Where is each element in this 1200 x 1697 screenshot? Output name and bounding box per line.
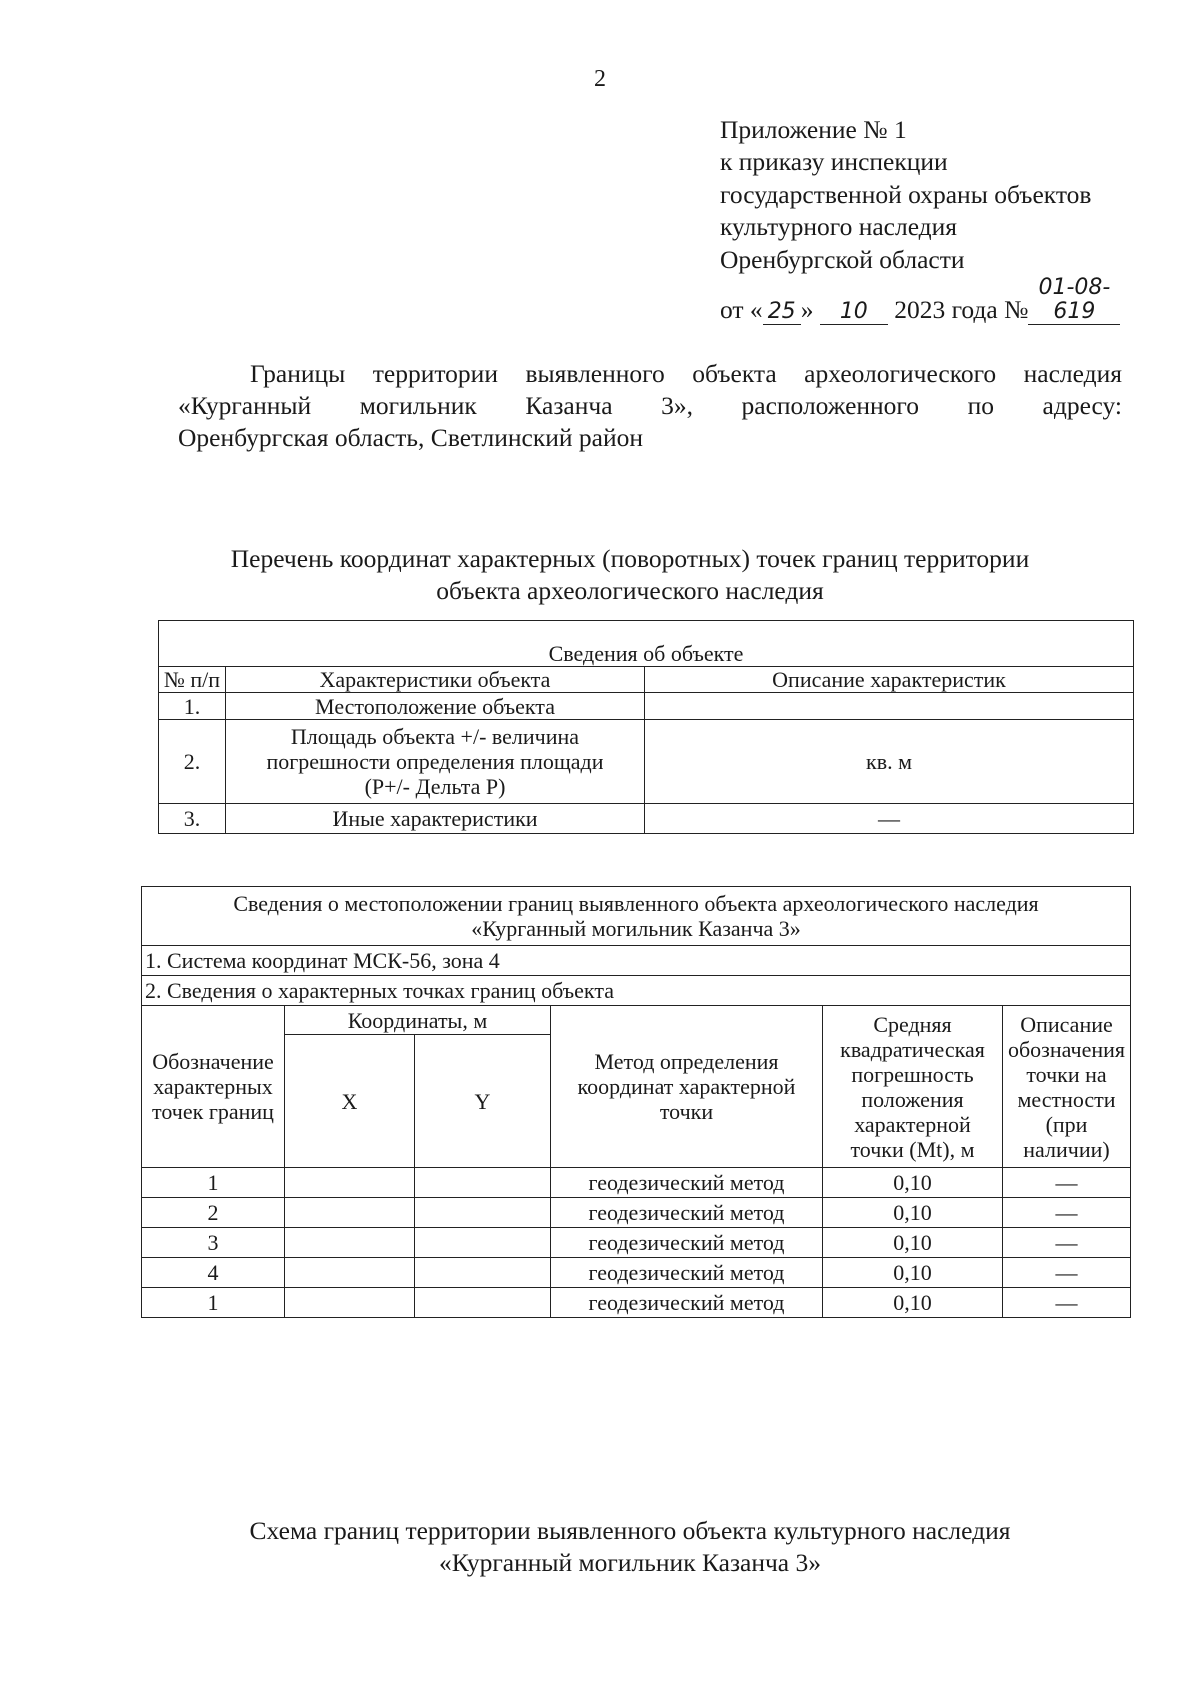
- appendix-line-4: культурного наследия: [720, 212, 958, 242]
- appendix-date-line: [720, 276, 1120, 326]
- date-mid: »: [800, 295, 814, 325]
- cell-x: [285, 1258, 415, 1288]
- cell-x: [285, 1168, 415, 1198]
- row-desc: —: [645, 804, 1134, 834]
- row-desc: кв. м: [645, 720, 1134, 804]
- row-desc: [645, 693, 1134, 720]
- date-year: 2023 года №: [894, 295, 1029, 325]
- cell-error: 0,10: [823, 1258, 1003, 1288]
- cell-x: [285, 1198, 415, 1228]
- list-title-line-1: Перечень координат характерных (поворотных) точек границ территории: [230, 544, 1030, 573]
- cell-x: [285, 1288, 415, 1318]
- row-num: 2.: [159, 720, 226, 804]
- cell-point: 3: [142, 1228, 285, 1258]
- date-month: 10: [820, 300, 888, 325]
- cell-x: [285, 1228, 415, 1258]
- boundaries-line-3: Оренбургская область, Светлинский район: [178, 423, 644, 452]
- cell-point: 1: [142, 1288, 285, 1318]
- cell-point: 4: [142, 1258, 285, 1288]
- header-coordinates: Координаты, м: [285, 1006, 551, 1035]
- header-characteristic: Характеристики объекта: [226, 667, 645, 693]
- header-x: X: [285, 1035, 415, 1168]
- scheme-title-line-1: Схема границ территории выявленного объекта культурного наследия: [249, 1516, 1011, 1545]
- boundaries-text: [178, 358, 1122, 454]
- object-info-table: [158, 620, 1134, 834]
- row-name: [226, 720, 645, 804]
- boundaries-line-1: Границы территории выявленного объекта археологического наследия: [250, 359, 1122, 388]
- cell-method: геодезический метод: [551, 1288, 823, 1318]
- date-day: 25: [763, 300, 801, 325]
- cell-error: 0,10: [823, 1168, 1003, 1198]
- header-num: № п/п: [159, 667, 226, 693]
- cell-y: [415, 1198, 551, 1228]
- date-prefix: от «: [720, 295, 763, 325]
- scheme-title-line-2: «Курганный могильник Казанча 3»: [438, 1548, 821, 1577]
- appendix-line-2: к приказу инспекции: [720, 147, 948, 177]
- cell-method: геодезический метод: [551, 1258, 823, 1288]
- cell-y: [415, 1168, 551, 1198]
- cell-method: геодезический метод: [551, 1198, 823, 1228]
- list-title-line-2: объекта археологического наследия: [436, 576, 824, 605]
- cell-desc: —: [1003, 1258, 1131, 1288]
- location-table-caption: [142, 887, 1131, 946]
- object-table-caption: Сведения об объекте: [159, 621, 1134, 667]
- header-method: Метод определения координат характерной точки: [551, 1006, 823, 1168]
- header-point-description: Описание обозначения точки на местности (при наличии): [1003, 1006, 1131, 1168]
- row-name-line: погрешности определения площади: [266, 749, 604, 774]
- location-caption-line-1: Сведения о местоположении границ выявленного объекта археологического наследия: [233, 891, 1039, 916]
- appendix-line-3: государственной охраны объектов: [720, 179, 1092, 209]
- appendix-header: [720, 114, 1120, 326]
- cell-desc: —: [1003, 1288, 1131, 1318]
- appendix-line-1: Приложение № 1: [720, 115, 907, 144]
- header-description: Описание характеристик: [645, 667, 1134, 693]
- cell-desc: —: [1003, 1228, 1131, 1258]
- cell-point: 2: [142, 1198, 285, 1228]
- location-table: [141, 886, 1131, 1318]
- row-name: Местоположение объекта: [226, 693, 645, 720]
- cell-desc: —: [1003, 1198, 1131, 1228]
- points-caption: 2. Сведения о характерных точках границ объекта: [142, 976, 1131, 1006]
- row-num: 3.: [159, 804, 226, 834]
- row-num: 1.: [159, 693, 226, 720]
- cell-y: [415, 1288, 551, 1318]
- header-designation: Обозначение характерных точек границ: [142, 1006, 285, 1168]
- boundaries-line-2: «Курганный могильник Казанча 3», расположенного по адресу:: [178, 391, 1122, 420]
- scheme-title: [150, 1515, 1110, 1579]
- header-error: Средняя квадратическая погрешность положения характерной точки (Mt), м: [823, 1006, 1003, 1168]
- cell-error: 0,10: [823, 1288, 1003, 1318]
- page-number: 2: [594, 66, 606, 92]
- cell-point: 1: [142, 1168, 285, 1198]
- cell-error: 0,10: [823, 1198, 1003, 1228]
- coordinates-list-title: [150, 543, 1110, 607]
- appendix-line-5: Оренбургской области: [720, 244, 965, 274]
- cell-error: 0,10: [823, 1228, 1003, 1258]
- cell-method: геодезический метод: [551, 1168, 823, 1198]
- cell-desc: —: [1003, 1168, 1131, 1198]
- location-caption-line-2: «Курганный могильник Казанча 3»: [471, 916, 801, 941]
- cell-y: [415, 1228, 551, 1258]
- row-name: Иные характеристики: [226, 804, 645, 834]
- order-number: 01-08-619: [1028, 276, 1120, 325]
- coordinate-system: 1. Система координат МСК-56, зона 4: [142, 946, 1131, 976]
- row-name-line: Площадь объекта +/- величина: [290, 724, 580, 749]
- cell-y: [415, 1258, 551, 1288]
- row-name-line: (P+/- Дельта P): [364, 774, 506, 799]
- header-y: Y: [415, 1035, 551, 1168]
- cell-method: геодезический метод: [551, 1228, 823, 1258]
